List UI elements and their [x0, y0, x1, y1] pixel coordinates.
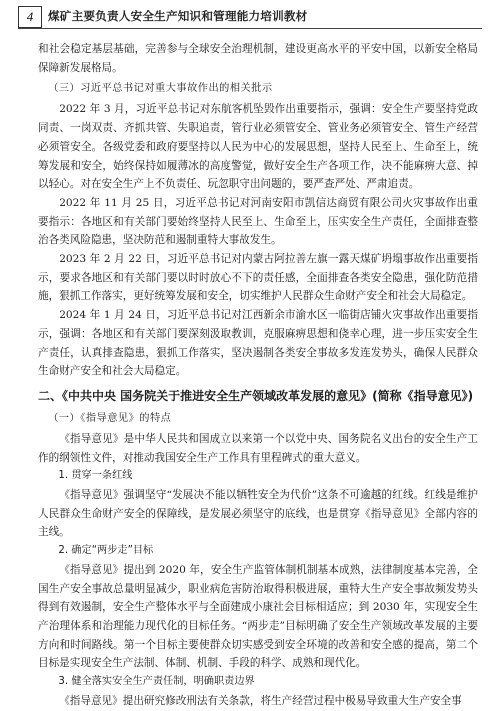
paragraph: 2024 年 1 月 24 日，习近平总书记对江西新余市渝水区一临街店铺火灾事故作出重要指示，强调：各地区和有关部门要深刻汲取教训，克服麻痹思想和侥幸心理，进一步压实安全生产责任，认真排查隐患，狠抓工作落实，坚决遏制各类安全事故多发连发势头，确保人民群众生命财产安全和社会大局稳定。	[38, 309, 478, 378]
paragraph: 和社会稳定基层基础，完善参与全球安全治理机制，建设更高水平的平安中国，以新安全格局保障新发展格局。	[38, 43, 478, 74]
running-header	[18, 6, 318, 28]
numbered-heading: 1. 贯穿一条红线	[58, 470, 133, 482]
paragraph: 2022 年 11 月 25 日，习近平总书记对河南安阳市凯信达商贸有限公司火灾事故作出重要指示：各地区和有关部门要始终坚持人民至上、生命至上，压实安全生产责任，全面排查整治各类风险隐患，坚决防范和遏制重特大事故发生。	[38, 196, 478, 247]
subsection-heading: （三）习近平总书记对重大事故作出的相关批示	[48, 83, 273, 95]
page-number: 4	[18, 6, 42, 28]
page-body	[38, 40, 478, 711]
paragraph: 《指导意见》是中华人民共和国成立以来第一个以党中央、国务院名义出台的安全生产工作的纲领性文件，对推动我国安全生产工作具有里程碑式的重大意义。	[38, 432, 478, 464]
header-rule	[18, 28, 482, 29]
section-heading: 二、《中共中央 国务院关于推进安全生产领域改革发展的意见》(简称《指导意见》)	[38, 388, 474, 403]
numbered-heading: 2. 确定“两步走”目标	[58, 545, 154, 557]
paragraph: 《指导意见》强调坚守“发展决不能以牺牲安全为代价”这条不可逾越的红线。红线是维护人民群众生命财产安全的保障线，是发展必须坚守的底线，也是贯穿《指导意见》全部内容的主线。	[38, 489, 478, 539]
book-title: 煤矿主要负责人安全生产知识和管理能力培训教材	[48, 10, 308, 23]
paragraph: 2023 年 2 月 22 日，习近平总书记对内蒙古阿拉善左旗一露天煤矿坍塌事故作出重要指示，要求各地区和有关部门要以时时放心不下的责任感，全面排查各类安全隐患，强化防范措施，狠抓工作落实，更好统筹发展和安全，切实维护人民群众生命财产安全和社会大局稳定。	[38, 253, 478, 303]
paragraph: 《指导意见》提出研究修改刑法有关条款，将生产经营过程中极易导致重大生产安全事	[59, 694, 462, 707]
numbered-heading: 3. 健全落实安全生产责任制，明确职责边界	[58, 676, 255, 688]
paragraph: 《指导意见》提出到 2020 年，安全生产监管体制机制基本成熟，法律制度基本完善，全国生产安全事故总量明显减少，职业病危害防治取得积极进展，重特大生产安全事故频发势头得到有效遏制，安全生产整体水平与全面建成小康社会目标相适应；到 2030 年，实现安全生产治理体系和治理能力现代化的目标任务。“两步走”目标明确了安全生产领域改革发展的主要方向和时间路线。第一个目标主要使群众切实感受到安全环境的改善和安全感的提高，第二个目标是实现安全生产法制、体制、机制、手段的科学、成熟和现代化。	[38, 563, 478, 670]
paragraph: 2022 年 3 月，习近平总书记对东航客机坠毁作出重要指示，强调：安全生产要坚持党政同责、一岗双责、齐抓共管、失职追责，管行业必须管安全、管业务必须管安全、管生产经营必须管安全。各级党委和政府要坚持以人民为中心的发展思想，坚持人民至上、生命至上，统筹发展和安全，始终保持如履薄冰的高度警觉，做好安全生产各项工作，决不能麻痹大意、掉以轻心。对在安全生产上不负责任、玩忽职守出问题的，要严查严处、严肃追责。	[38, 103, 478, 191]
subsection-heading: （一）《指导意见》的特点	[48, 412, 172, 424]
